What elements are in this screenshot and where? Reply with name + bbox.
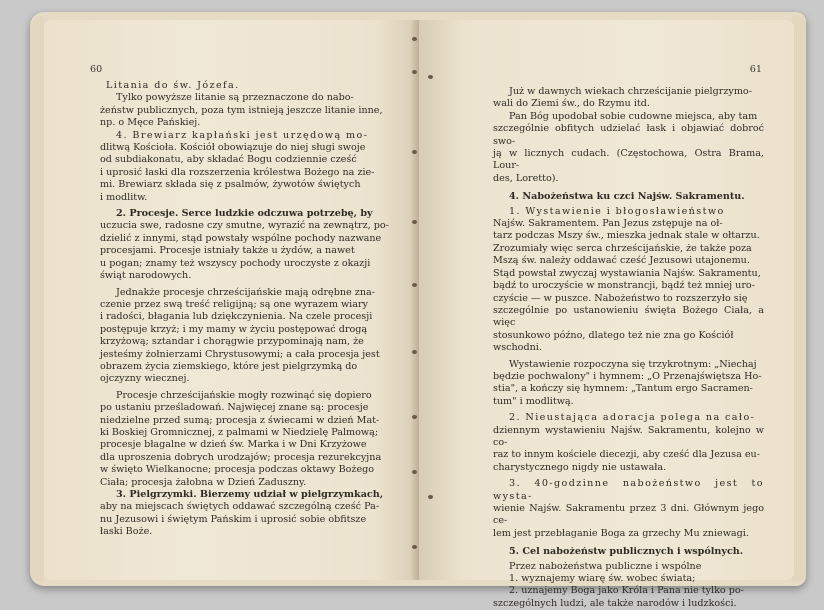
text-line: Wystawienie rozpoczyna się trzykrotnym: „Niechaj <box>509 358 757 370</box>
text-line: wschodni. <box>493 342 542 354</box>
page-number-left: 60 <box>90 64 103 75</box>
text-line: 3. 40-godzinne nabożeństwo jest to wysta- <box>493 478 764 502</box>
open-book <box>30 12 806 609</box>
text-line: żeństw publicznych, poza tym istnieją jeszcze litanie inne, <box>100 104 383 116</box>
text-line: ją w licznych cudach. (Częstochowa, Ostra Brama, Lour- <box>493 148 764 172</box>
text-line: aby na miejscach świętych oddawać szczególną cześć Pa- <box>100 501 380 513</box>
text-line: stia", a kończy się hymnem: „Tantum ergo Sacramen- <box>493 383 753 395</box>
text-line: Mszą św. należy oddawać cześć Jezusowi utajonemu. <box>493 255 750 267</box>
text-line: Stąd powstał zwyczaj wystawiania Najśw. Sakramentu, <box>493 267 761 279</box>
binding-stitch <box>428 75 433 79</box>
text-line: niedzielne przed sumą; procesja z świecami w dzień Mat- <box>100 414 380 426</box>
binding-stitch <box>412 220 417 224</box>
text-line: świąt narodowych. <box>100 270 192 282</box>
text-line: postępuje krzyż; i my mamy w życiu postępować drogą <box>100 323 368 335</box>
text-line: raz to innym kościele diecezji, aby cześć dla Jezusa eu- <box>493 449 760 461</box>
left-page-text <box>100 80 405 539</box>
text-line: Przez nabożeństwa publiczne i wspólne <box>509 560 702 572</box>
text-line: dzielić z innymi, stąd powstały wspólne pochody nazwane <box>100 232 382 244</box>
binding-stitch <box>412 70 417 74</box>
text-line: i modlitw. <box>100 191 148 203</box>
text-line: charystycznego nigdy nie ustawała. <box>493 461 667 473</box>
heading-litany-joseph: Litania do św. Józefa. <box>106 80 240 91</box>
text-line: nu Jezusowi i świętym Pańskim i uprosić sobie obfitsze <box>100 513 367 525</box>
right-page-text <box>493 86 764 610</box>
text-line: Tylko powyższe litanie są przeznaczone do nabo- <box>116 92 354 104</box>
text-line: w święto Wielkanocne; procesja podczas oktawy Bożego <box>100 464 375 476</box>
text-line: Pan Bóg upodobał sobie cudowne miejsca, aby tam <box>509 110 758 122</box>
text-line: łaski Boże. <box>100 526 153 538</box>
text-line: ki Boskiej Gromnicznej, z palmami w Niedzielę Palmową; <box>100 426 379 438</box>
section-processions: 2. Procesje. Serce ludzkie odczuwa potrzebę, by <box>116 208 373 220</box>
text-line: 1. wyznajemy wiarę św. wobec świata; <box>509 573 696 585</box>
text-line: i uprosić łaski dla rozszerzenia królestwa Bożego na zie- <box>100 166 375 178</box>
text-line: krzyżową; sztandar i chorągwie przypominają nam, że <box>100 336 364 348</box>
text-line: np. o Męce Pańskiej. <box>100 117 201 129</box>
binding-stitch <box>428 495 433 499</box>
section-blessed-sacrament: 4. Nabożeństwa ku czci Najśw. Sakramentu. <box>509 191 745 203</box>
section-pilgrimages: 3. Pielgrzymki. Bierzemy udział w pielgrzymkach, <box>116 489 384 500</box>
page-edges-right <box>792 16 806 582</box>
binding-stitch <box>412 470 417 474</box>
text-line: będzie pochwalony" i hymnem: „O Przenajświętsza Ho- <box>493 370 762 382</box>
text-line: dla uproszenia dobrych urodzajów; procesja rezurekcyjna <box>100 451 382 463</box>
text-line: bądź to uroczyście w monstrancji, bądź też mniej uro- <box>493 280 755 292</box>
text-line: Procesje chrześcijańskie mogły rozwinąć się dopiero <box>116 389 372 401</box>
text-line: 2. Nieustająca adoracja polega na cało- <box>509 412 756 424</box>
text-line: Ciała; procesja żałobna w Dzień Zaduszny. <box>100 476 307 488</box>
text-line: obrazem życia ziemskiego, które jest pielgrzymką do <box>100 360 358 372</box>
text-line: Najśw. Sakramentem. Pan Jezus zstępuje na oł- <box>493 218 723 230</box>
text-line: 2. uznajemy Boga jako Króla i Pana nie tylko po- <box>509 585 744 597</box>
text-line: szczególnie obfitych udzielać łask i objawiać dobroć swo- <box>493 123 764 147</box>
text-line: ojczyzny wiecznej. <box>100 373 190 385</box>
text-line: po ustaniu prześladowań. Najwięcej znane są: procesje <box>100 402 369 414</box>
text-line: Zrozumiały więc serca chrześcijańskie, że także poza <box>493 242 752 254</box>
text-line: lem jest przebłaganie Boga za grzechy Mu zniewagi. <box>493 527 749 539</box>
binding-stitch <box>412 545 417 549</box>
binding-stitch <box>412 37 417 41</box>
text-line: des, Loretto). <box>493 172 559 184</box>
text-line: 1. Wystawienie i błogosławieństwo <box>509 205 725 217</box>
text-line: wienie Najśw. Sakramentu przez 3 dni. Głównym jego ce- <box>493 503 764 527</box>
binding-stitch <box>412 283 417 287</box>
text-line: od subdiakonatu, aby składać Bogu codziennie cześć <box>100 154 357 166</box>
text-line: dziennym wystawieniu Najśw. Sakramentu, kolejno w co- <box>493 424 764 448</box>
text-line: tarz podczas Mszy św., mieszka jednak stale w ołtarzu. <box>493 230 760 242</box>
binding-stitch <box>412 150 417 154</box>
page-number-right: 61 <box>749 64 762 75</box>
text-line: czenie przez swą treść religijną; są one wyrazem wiary <box>100 298 368 310</box>
text-line: szczególnie po ustanowieniu święta Bożego Ciała, a więc <box>493 304 764 329</box>
text-line: Już w dawnych wiekach chrześcijanie pielgrzymo- <box>509 86 752 97</box>
text-line: u pogan; znamy też wszyscy pochody uroczyste z okazji <box>100 257 371 269</box>
text-line: Jednakże procesje chrześcijańskie mają odrębne zna- <box>116 286 375 298</box>
text-line: procesje błagalne w dzień św. Marka i w Dni Krzyżowe <box>100 439 367 451</box>
text-line: stosunkowo późno, dlatego też nie zna go Kościół <box>493 329 734 341</box>
binding-stitch <box>412 415 417 419</box>
text-line: dlitwą Kościoła. Kościół obowiązuje do niej sługi swoje <box>100 142 366 154</box>
text-line: i radości, błagania lub dziękczynienia. Na czele procesji <box>100 311 373 323</box>
text-line: mi. Brewiarz składa się z psalmów, żywotów świętych <box>100 179 361 191</box>
text-line: tum" i modlitwą. <box>493 395 574 407</box>
text-line: wali do Ziemi św., do Rzymu itd. <box>493 98 650 110</box>
text-line: 4. Brewiarz kapłański jest urzędową mo- <box>116 129 369 141</box>
text-line: szczególnych ludzi, ale także narodów i ludzkości. <box>493 597 737 609</box>
page-edges-left <box>30 16 44 582</box>
text-line: czyście — w puszce. Nabożeństwo to rozszerzyło się <box>493 292 748 304</box>
right-page <box>419 20 794 609</box>
text-line: procesjami. Procesje istniały także u żydów, a nawet <box>100 245 355 257</box>
left-page <box>44 20 419 580</box>
section-purpose: 5. Cel nabożeństw publicznych i wspólnych. <box>509 546 744 558</box>
binding-stitch <box>412 350 417 354</box>
text-line: uczucia swe, radosne czy smutne, wyrazić na zewnątrz, po- <box>100 220 389 232</box>
text-line: jesteśmy żołnierzami Chrystusowymi; a cała procesja jest <box>100 348 380 360</box>
